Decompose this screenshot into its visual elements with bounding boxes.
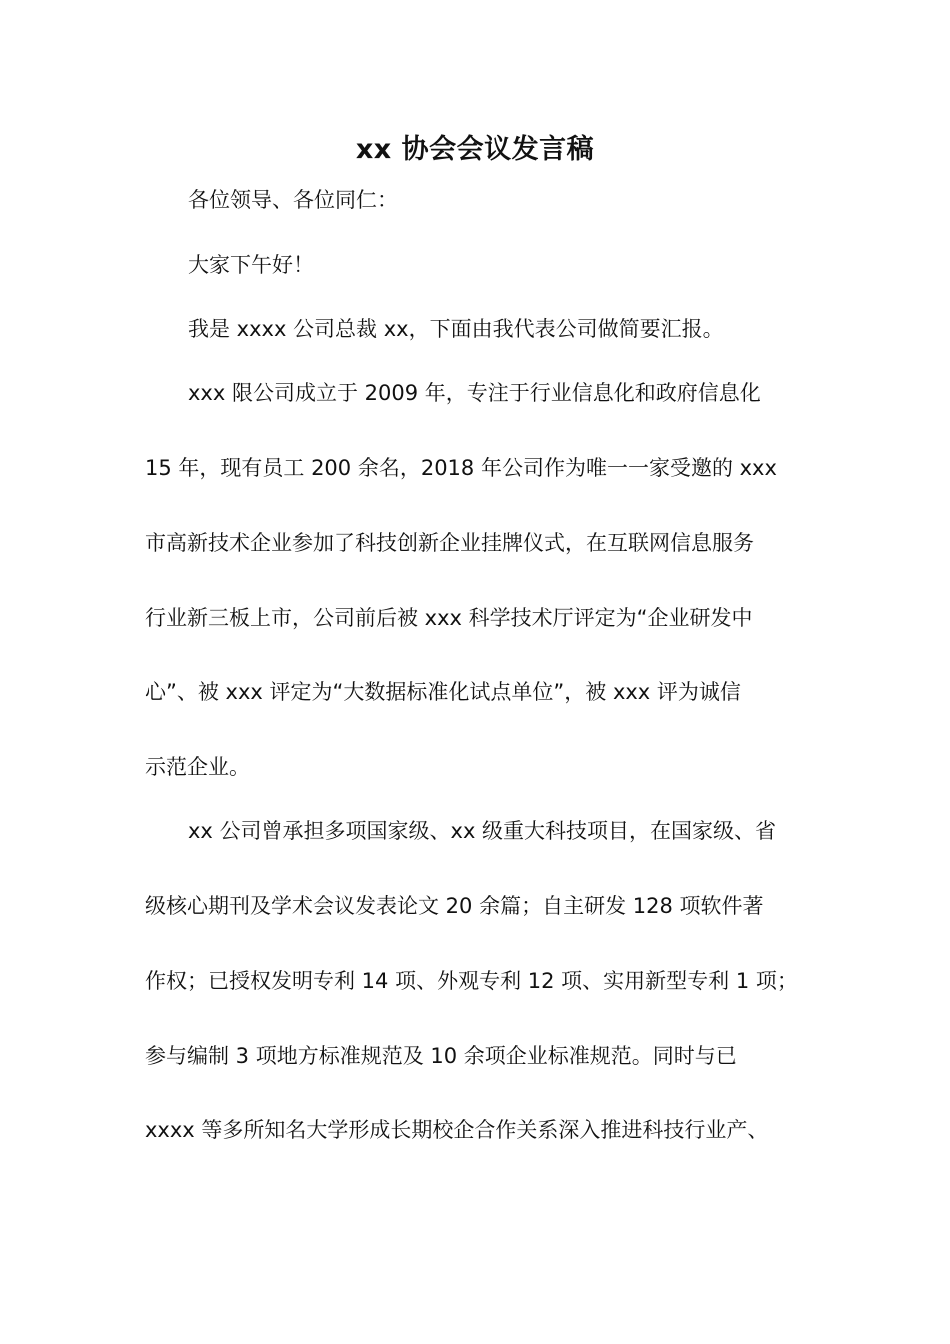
salutation-line: 各位领导、各位同仁： bbox=[188, 188, 398, 212]
body-line-1: xxx 限公司成立于 2009 年，专注于行业信息化和政府信息化 bbox=[188, 381, 761, 405]
body-line-6: 示范企业。 bbox=[145, 755, 250, 779]
body-line-7: xx 公司曾承担多项国家级、xx 级重大科技项目，在国家级、省 bbox=[188, 819, 777, 843]
intro-line: 我是 xxxx 公司总裁 xx，下面由我代表公司做简要汇报。 bbox=[188, 317, 724, 341]
body-line-8: 级核心期刊及学术会议发表论文 20 余篇；自主研发 128 项软件著 bbox=[145, 894, 764, 918]
greeting-line: 大家下午好！ bbox=[188, 253, 314, 277]
body-line-5: 心”、被 xxx 评定为“大数据标准化试点单位”，被 xxx 评为诚信 bbox=[145, 680, 741, 704]
body-line-2: 15 年，现有员工 200 余名，2018 年公司作为唯一一家受邀的 xxx bbox=[145, 456, 777, 480]
body-line-3: 市高新技术企业参加了科技创新企业挂牌仪式，在互联网信息服务 bbox=[145, 531, 754, 555]
document-title: xx 协会会议发言稿 bbox=[355, 134, 595, 165]
body-line-11: xxxx 等多所知名大学形成长期校企合作关系深入推进科技行业产、 bbox=[145, 1118, 769, 1142]
body-line-10: 参与编制 3 项地方标准规范及 10 余项企业标准规范。同时与已 bbox=[145, 1044, 737, 1068]
body-line-9: 作权；已授权发明专利 14 项、外观专利 12 项、实用新型专利 1 项； bbox=[145, 969, 798, 993]
body-line-4: 行业新三板上市，公司前后被 xxx 科学技术厅评定为“企业研发中 bbox=[145, 606, 753, 630]
